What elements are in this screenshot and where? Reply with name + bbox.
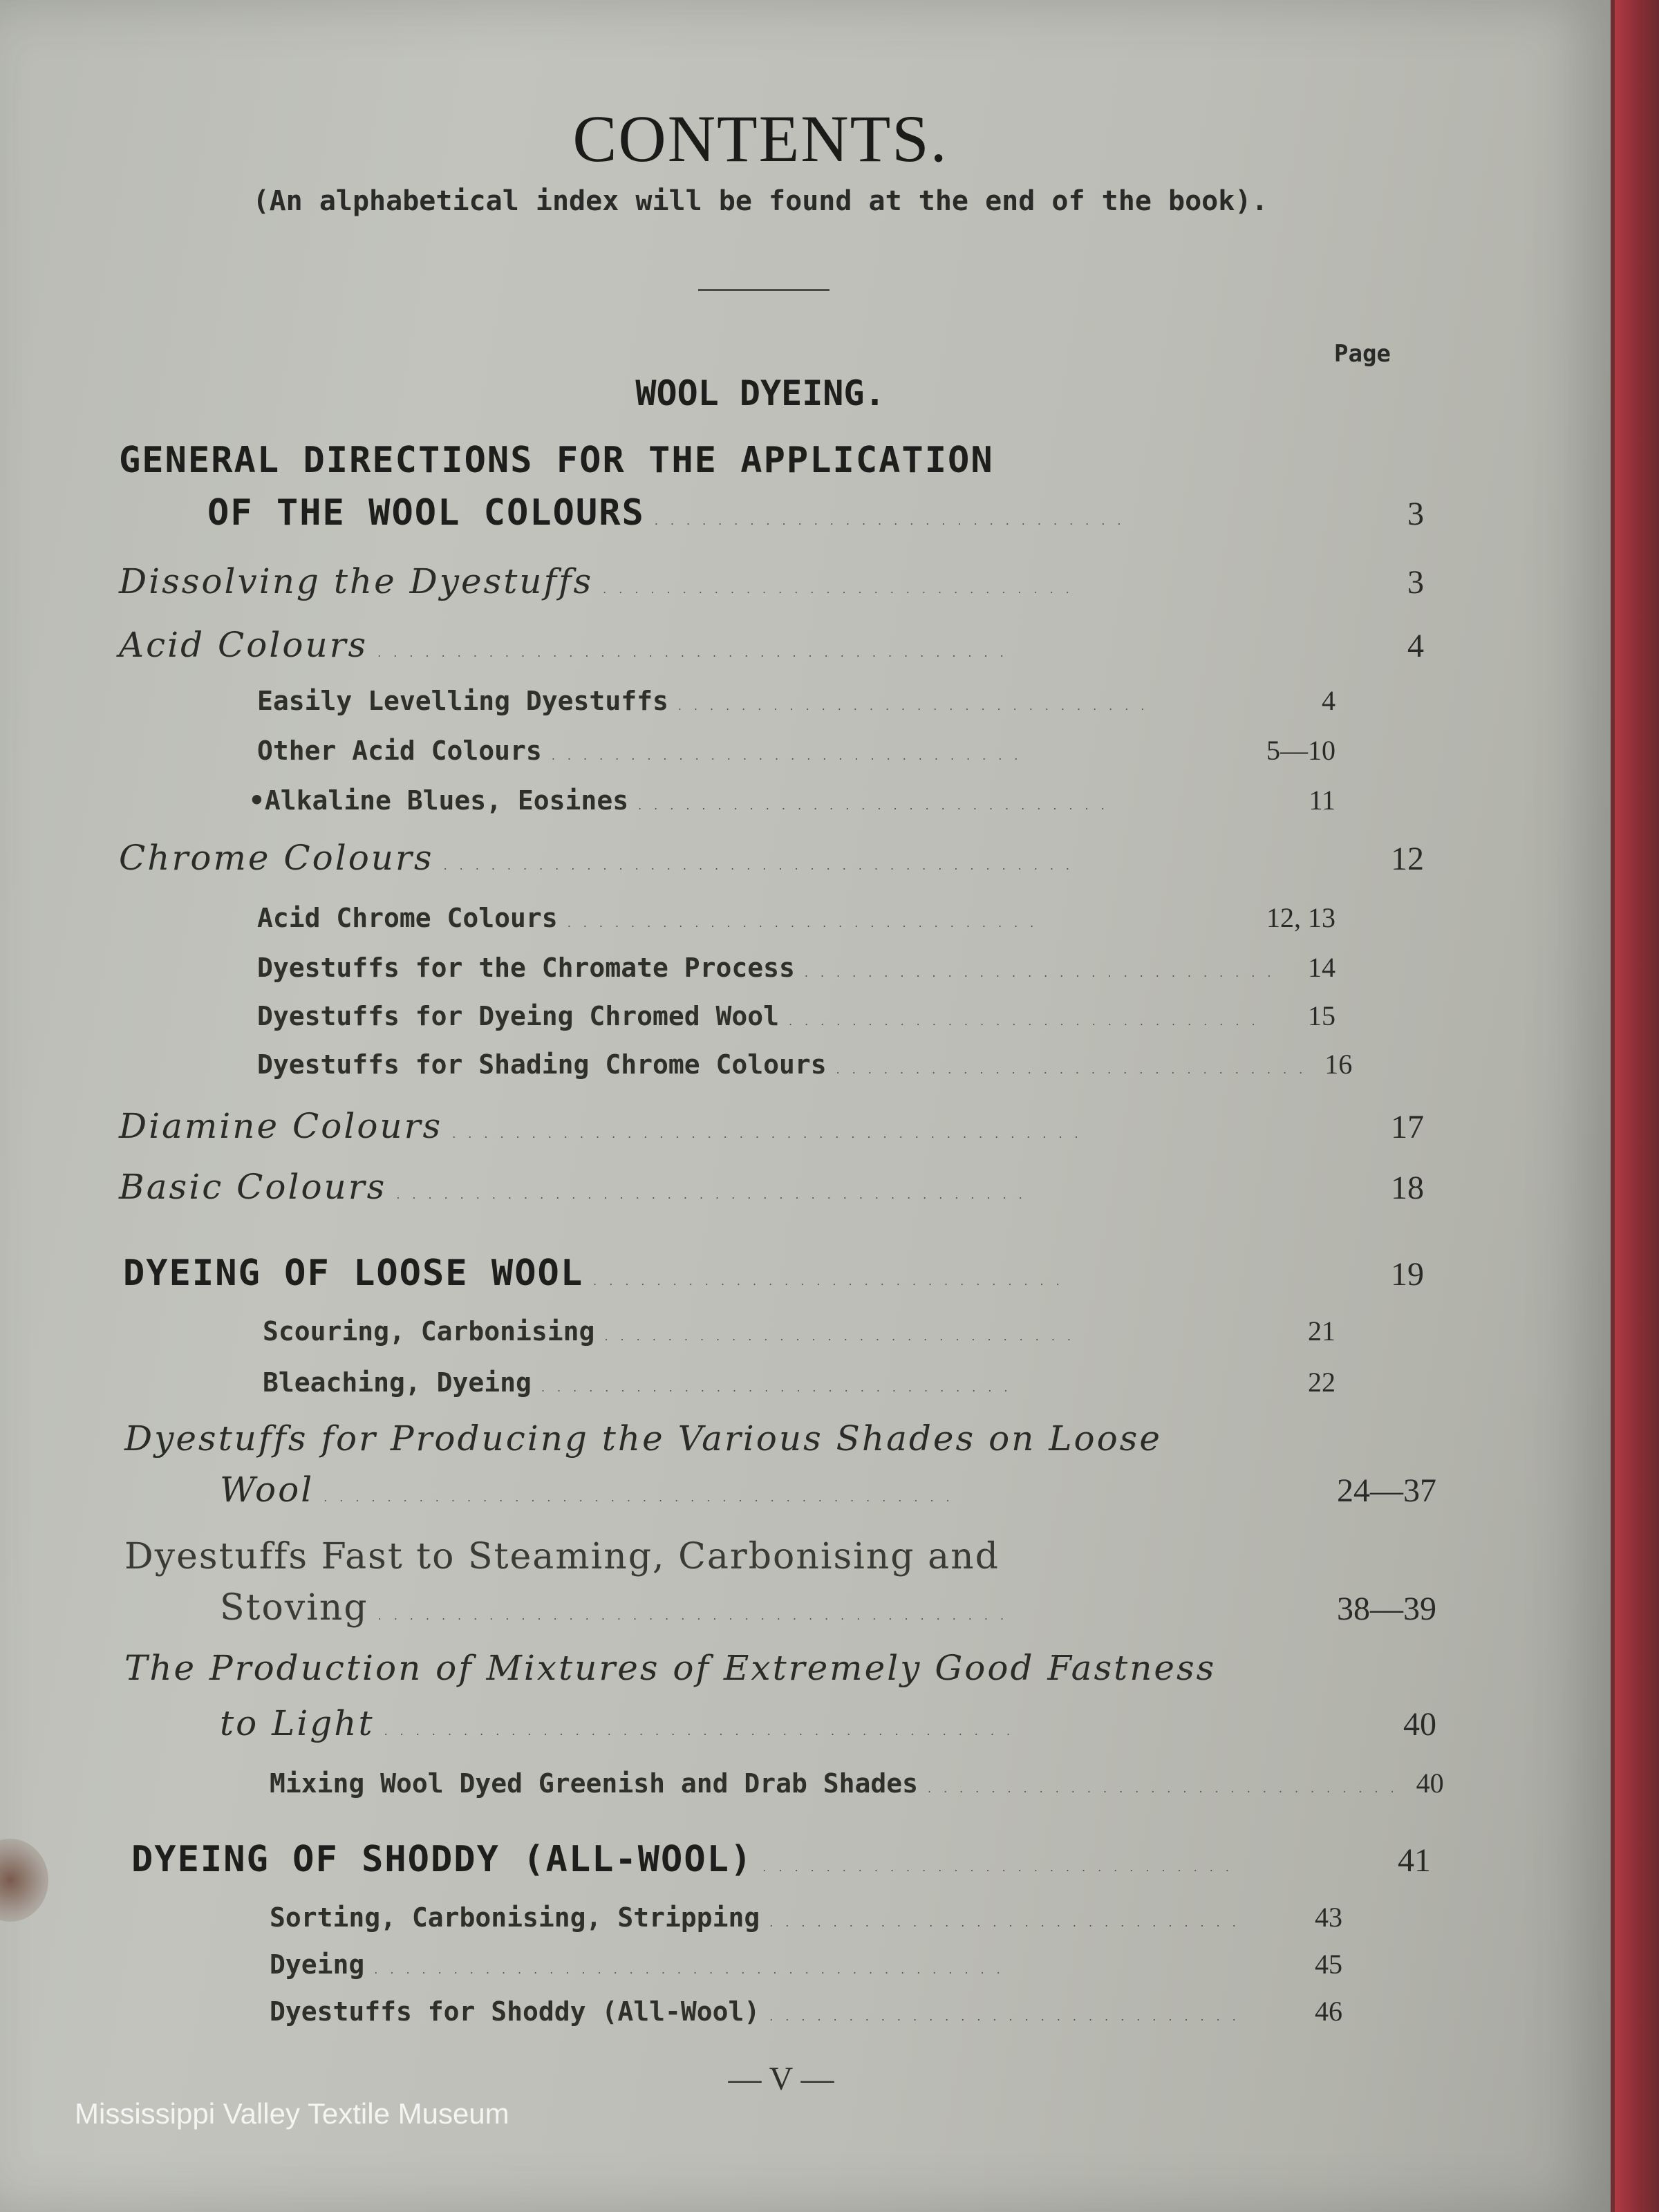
toc-entry-scouring [263,1315,1335,1347]
toc-entry-label: Stoving [220,1587,368,1629]
toc-entry-shades [220,1470,1436,1510]
section-title: WOOL DYEING. [635,373,885,413]
toc-entry-label: Dyeing [270,1949,365,1980]
toc-entry-easily [257,684,1335,717]
toc-entry-page: 15 [1308,1000,1335,1031]
leader-dots: .............................. [654,514,1134,527]
toc-entry-label: Dissolving the Dyestuffs [119,561,594,601]
leader-dots: .............................. [551,749,1031,762]
leader-dots: .............................. [788,1015,1268,1028]
leader-dots: ........................................ [384,1725,1023,1738]
leader-dots: ........................................ [396,1188,1035,1201]
toc-entry-label: Acid Colours [119,625,368,665]
toc-entry-page: 3 [1407,496,1424,532]
toc-entry-chrome [119,838,1424,878]
toc-entry-label: OF THE WOOL COLOURS [207,492,645,534]
toc-entry-label: Scouring, Carbonising [263,1316,595,1347]
toc-entry-label: Dyestuffs for Shoddy (All-Wool) [270,1996,760,2027]
museum-watermark: Mississippi Valley Textile Museum [75,2097,509,2130]
toc-entry-label: to Light [220,1703,375,1743]
leader-dots: .............................. [567,917,1047,930]
toc-entry-other-acid [257,734,1335,767]
leader-dots: ........................................ [452,1127,1091,1141]
toc-entry-label: DYEING OF SHODDY (ALL-WOOL) [131,1839,753,1880]
leader-dots: ........................................ [443,859,1082,872]
toc-entry-acid-chrome [257,901,1335,934]
toc-entry-basic [119,1167,1424,1207]
leader-dots: ........................................ [374,1963,1013,1976]
toc-entry-label: Acid Chrome Colours [257,903,558,933]
toc-entry-label: Sorting, Carbonising, Stripping [270,1902,760,1933]
toc-entry-page: 24—37 [1337,1472,1436,1509]
toc-entry-general-line1: GENERAL DIRECTIONS FOR THE APPLICATION [119,440,994,481]
toc-entry-page: 11 [1309,785,1335,816]
toc-entry-page: 41 [1398,1842,1431,1879]
leader-dots: .............................. [836,1063,1315,1076]
leader-dots: .............................. [603,583,1082,596]
toc-entry-shading [257,1048,1353,1080]
toc-entry-page: 46 [1315,1996,1342,2027]
toc-entry-page: 40 [1403,1706,1436,1743]
leader-dots: ........................................ [377,646,1016,659]
toc-entry-page: 12 [1391,841,1424,877]
toc-entry-page: 40 [1416,1768,1444,1799]
leader-dots: .............................. [762,1861,1241,1874]
toc-entry-label: Dyestuffs for the Chromate Process [257,953,795,983]
toc-entry-page: 38—39 [1337,1591,1436,1627]
toc-entry-page: 4 [1322,685,1335,716]
toc-entry-steaming [220,1587,1436,1629]
toc-entry-page: 22 [1308,1367,1335,1398]
leader-dots: .............................. [769,2010,1248,2023]
leader-dots: .............................. [638,799,1117,812]
toc-entry-shades-line1: Dyestuffs for Producing the Various Shades on Loose [124,1418,1162,1459]
toc-entry-page: 21 [1308,1315,1335,1347]
toc-entry-page: 4 [1407,628,1424,664]
toc-entry-label: Dyestuffs for Dyeing Chromed Wool [257,1001,779,1031]
toc-entry-shoddy [131,1839,1431,1880]
toc-entry-page: 5—10 [1266,735,1335,766]
leader-dots: .............................. [541,1381,1020,1394]
divider-rule [698,289,830,291]
toc-entry-chromed-wool [257,1000,1335,1032]
toc-entry-label: DYEING OF LOOSE WOOL [123,1253,584,1294]
toc-entry-mixing [270,1767,1444,1799]
toc-entry-mixtures-line1: The Production of Mixtures of Extremely Good Fastness [124,1648,1217,1688]
toc-entry-page: 16 [1324,1049,1353,1080]
toc-entry-label: Basic Colours [119,1167,387,1207]
toc-entry-label: Wool [220,1470,315,1510]
leader-dots: .............................. [804,966,1284,980]
toc-entry-diamine [119,1106,1424,1146]
toc-entry-label: Chrome Colours [119,838,434,878]
toc-entry-bleaching [263,1366,1335,1398]
toc-entry-page: 45 [1315,1949,1342,1980]
toc-entry-page: 19 [1391,1256,1424,1293]
index-note: (An alphabetical index will be found at the end of the book). [252,185,1268,217]
leader-dots: .............................. [593,1275,1072,1288]
toc-entry-chromate [257,951,1335,984]
toc-entry-sorting [270,1901,1342,1933]
leader-dots: .............................. [604,1330,1084,1343]
roman-page-number: — V — [728,2061,834,2097]
page-title: CONTENTS. [572,102,948,176]
toc-entry-label: Mixing Wool Dyed Greenish and Drab Shades [270,1768,918,1799]
page-column-label: Page [1334,340,1391,368]
leader-dots: ........................................ [377,1609,1017,1622]
book-cover-edge [1615,0,1659,2212]
toc-entry-label: Diamine Colours [119,1106,443,1146]
toc-entry-page: 17 [1391,1109,1424,1145]
toc-entry-page: 43 [1315,1902,1342,1933]
toc-entry-page: 14 [1308,952,1335,983]
toc-entry-alkaline [249,784,1335,816]
toc-entry-label: Easily Levelling Dyestuffs [257,686,668,716]
toc-entry-label: Bleaching, Dyeing [263,1367,532,1398]
toc-entry-label: Other Acid Colours [257,735,542,766]
toc-entry-acid [119,625,1424,665]
toc-entry-page: 18 [1391,1170,1424,1206]
leader-dots: ........................................ [324,1491,962,1504]
toc-entry-steaming-line1: Dyestuffs Fast to Steaming, Carbonising and [124,1536,1000,1577]
toc-entry-shoddy-dyestuffs [270,1995,1342,2027]
toc-entry-label: Dyestuffs for Shading Chrome Colours [257,1049,827,1080]
leader-dots: .............................. [677,700,1157,713]
toc-entry-label: •Alkaline Blues, Eosines [249,785,629,816]
toc-entry-mixtures [220,1703,1436,1743]
toc-entry-dyeing [270,1948,1342,1980]
toc-entry-dissolving [119,561,1424,601]
toc-entry-page: 3 [1407,564,1424,601]
toc-entry-loose-wool [123,1253,1424,1294]
leader-dots: .............................. [928,1782,1407,1795]
toc-entry-general [207,492,1424,534]
leader-dots: .............................. [769,1916,1248,1929]
toc-entry-page: 12, 13 [1266,902,1335,933]
